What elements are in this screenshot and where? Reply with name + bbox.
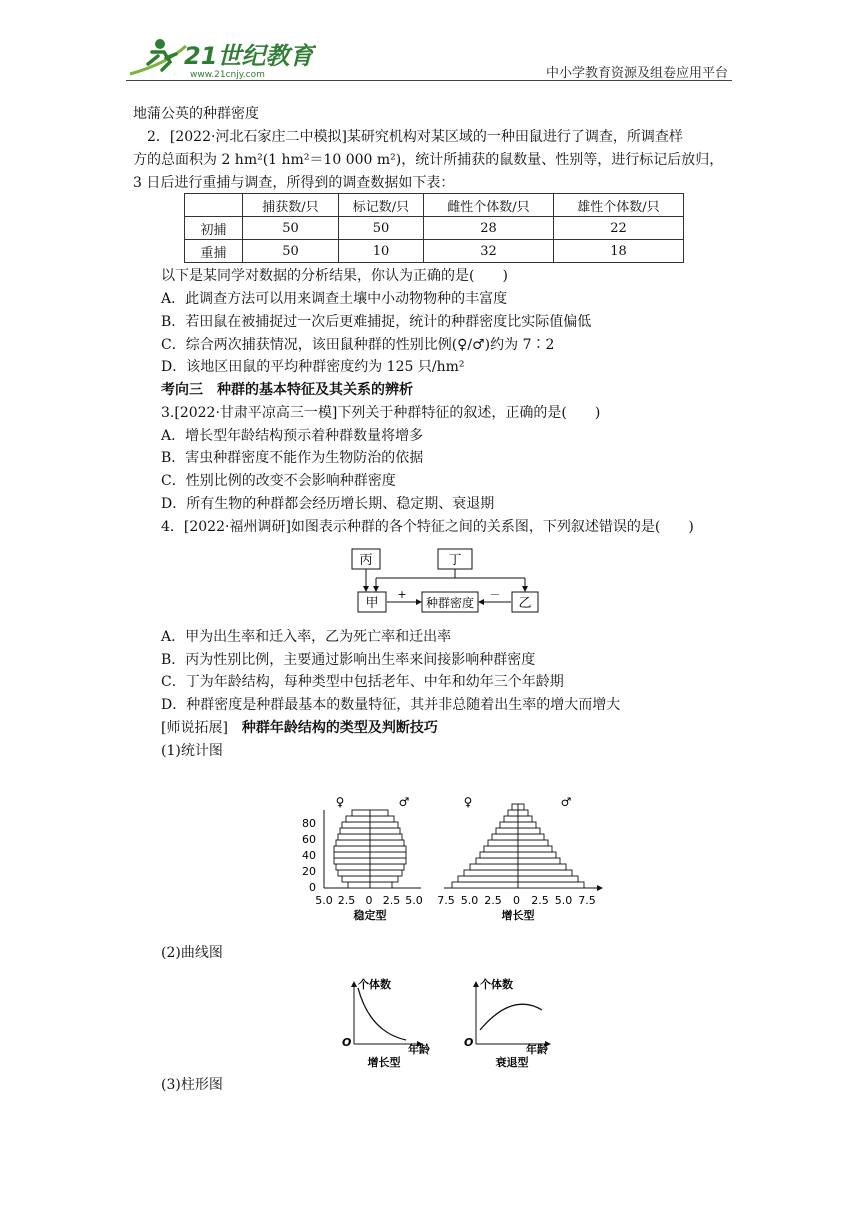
label-jia: 甲	[365, 596, 379, 611]
y-tick-labels	[302, 817, 316, 894]
x-label: 年龄	[526, 1043, 548, 1056]
pyramid-bar	[334, 852, 370, 858]
pyramid-bar	[518, 816, 532, 822]
pyramid-bar	[370, 870, 402, 876]
x-tick-label: 2.5	[382, 894, 401, 907]
pyramid-bar	[470, 864, 518, 870]
x-label: 年龄	[408, 1043, 430, 1056]
option-a: A．甲为出生率和迁入率，乙为死亡率和迁出率	[161, 629, 452, 645]
pyramid-bar	[518, 876, 578, 882]
extension-heading	[161, 719, 438, 737]
stable-caption: 稳定型	[353, 909, 387, 922]
pyramid-bar	[336, 840, 370, 846]
option-d: D．所有生物的种群都会经历增长期、稳定期、衰退期	[161, 496, 495, 512]
pyramid-bar	[370, 840, 404, 846]
table-cell: 28	[424, 217, 554, 240]
table-cell: 50	[339, 217, 424, 240]
y-tick-label: 20	[302, 865, 316, 878]
pyramid-bar	[518, 846, 552, 852]
table-cell: 初捕	[185, 217, 243, 240]
extension-tag: [师说拓展]	[161, 720, 228, 736]
section-heading: 考向三 种群的基本特征及其关系的辨析	[161, 382, 413, 398]
site-logo	[126, 34, 316, 80]
pyramid-bar	[480, 852, 518, 858]
table-cell: 10	[339, 240, 424, 263]
pyramid-bar	[452, 882, 518, 888]
pyramid-bar	[334, 858, 370, 864]
pyramid-bar	[370, 852, 406, 858]
table-cell: 50	[243, 240, 339, 263]
stable-pyramid-bars	[334, 810, 406, 888]
option-c: C．综合两次捕获情况，该田鼠种群的性别比例(♀/♂)约为 7∶2	[161, 337, 555, 353]
logo-text: 21世纪教育	[184, 42, 314, 70]
label-bing: 丙	[359, 553, 373, 568]
subsection-label: (1)统计图	[161, 743, 223, 759]
pyramid-bar	[458, 876, 518, 882]
option-d: D．该地区田鼠的平均种群密度约为 125 只/hm²	[161, 359, 465, 375]
pyramid-bar	[338, 834, 370, 840]
table-cell: 18	[554, 240, 684, 263]
pyramid-bar	[518, 852, 556, 858]
label-ding: 丁	[448, 553, 462, 568]
x-tick-label: 5.0	[460, 894, 479, 907]
table-header-cell	[185, 194, 243, 217]
age-pyramid-figure	[296, 790, 616, 930]
header-rule	[126, 80, 732, 81]
extension-title: 种群年龄结构的类型及判断技巧	[227, 720, 438, 736]
y-label: 个体数	[480, 978, 513, 991]
pyramid-bar	[370, 876, 398, 882]
text-line: 地蒲公英的种群密度	[133, 106, 259, 122]
table-header-cell: 雄性个体数/只	[554, 194, 684, 217]
pyramid-bar	[518, 804, 524, 810]
option-b: B．害虫种群密度不能作为生物防治的依据	[161, 450, 424, 466]
growth-pyramid-bars	[452, 804, 584, 888]
male-symbol: ♂	[560, 795, 572, 809]
subsection-label: (3)柱形图	[161, 1077, 223, 1093]
pyramid-bar	[518, 858, 560, 864]
table-row	[185, 217, 684, 240]
option-c: C．丁为年龄结构，每种类型中包括老年、中年和幼年三个年龄期	[161, 674, 564, 690]
x-tick-label: 0	[365, 894, 373, 907]
x-tick-label: 2.5	[337, 894, 356, 907]
pyramid-bar	[484, 846, 518, 852]
pyramid-bar	[464, 870, 518, 876]
growth-caption: 增长型	[501, 909, 535, 922]
pyramid-bar	[348, 882, 370, 888]
logo-url: www.21cnjy.com	[190, 70, 265, 80]
pyramid-bar	[512, 804, 518, 810]
pyramid-bar	[370, 816, 394, 822]
x-tick-label: 5.0	[554, 894, 573, 907]
age-curve-figure	[336, 974, 556, 1070]
x-tick-label: 5.0	[315, 894, 333, 907]
pyramid-bar	[500, 822, 518, 828]
pyramid-bar	[508, 810, 518, 816]
plus-sign: +	[397, 588, 407, 601]
pyramid-bar	[370, 828, 400, 834]
question-4: 4．[2022·福州调研]如图表示种群的各个特征之间的关系图，下列叙述错误的是( )	[161, 519, 694, 535]
pyramid-bar	[518, 864, 566, 870]
pyramid-bar	[334, 846, 370, 852]
label-yi: 乙	[518, 596, 532, 611]
decline-curve	[480, 1004, 542, 1030]
option-b: B．若田鼠在被捕捉过一次后更难捕捉，统计的种群密度比实际值偏低	[161, 314, 592, 330]
table-row	[185, 240, 684, 263]
question-2: 2．[2022·河北石家庄二中模拟]某研究机构对某区域的一种田鼠进行了调查，所调查样	[147, 129, 683, 145]
origin-label: O	[342, 1036, 352, 1049]
pyramid-bar	[370, 858, 406, 864]
pyramid-bar	[518, 834, 544, 840]
pyramid-bar	[518, 828, 540, 834]
x-tick-label: 7.5	[437, 894, 455, 907]
pyramid-bar	[370, 834, 402, 840]
pyramid-bar	[496, 828, 518, 834]
pyramid-bar	[488, 840, 518, 846]
minus-sign: －	[489, 588, 501, 601]
option-b: B．丙为性别比例，主要通过影响出生率来间接影响种群密度	[161, 652, 536, 668]
y-tick-label: 40	[302, 849, 316, 862]
population-relation-diagram	[340, 545, 550, 615]
pyramid-bar	[338, 870, 370, 876]
x-tick-label: 5.0	[405, 894, 423, 907]
y-label: 个体数	[358, 978, 391, 991]
option-c: C．性别比例的改变不会影响种群密度	[161, 473, 396, 489]
pyramid-bar	[370, 822, 398, 828]
pyramid-bar	[342, 876, 370, 882]
option-d: D．种群密度是种群最基本的数量特征，其并非总随着出生率的增大而增大	[161, 697, 621, 713]
pyramid-bar	[370, 864, 404, 870]
table-header-cell: 雌性个体数/只	[424, 194, 554, 217]
pyramid-bar	[342, 822, 370, 828]
pyramid-bar	[346, 816, 370, 822]
text-line: 方的总面积为 2 hm²(1 hm²＝10 000 m²)，统计所捕获的鼠数量、性别等，进行标记后放归，	[133, 152, 724, 168]
pyramid-bar	[336, 864, 370, 870]
female-symbol: ♀	[463, 795, 473, 809]
pyramid-bar	[370, 882, 392, 888]
option-a: A．增长型年龄结构预示着种群数量将增多	[161, 428, 424, 444]
pyramid-bar	[492, 834, 518, 840]
left-caption: 增长型	[367, 1056, 401, 1069]
growth-curve	[358, 988, 406, 1040]
x-tick-label: 2.5	[531, 894, 549, 907]
pyramid-bar	[518, 870, 572, 876]
origin-label: O	[464, 1036, 474, 1049]
page-header	[126, 34, 732, 80]
pyramid-bar	[370, 846, 406, 852]
y-tick-label: 60	[302, 833, 316, 846]
platform-name: 中小学教育资源及组卷应用平台	[545, 66, 728, 81]
table-header-cell: 捕获数/只	[243, 194, 339, 217]
table-header-row	[185, 194, 684, 217]
table-cell: 22	[554, 217, 684, 240]
pyramid-bar	[340, 828, 370, 834]
male-symbol: ♂	[398, 795, 410, 809]
table-cell: 32	[424, 240, 554, 263]
x-tick-label: 2.5	[484, 894, 502, 907]
table-header-cell: 标记数/只	[339, 194, 424, 217]
pyramid-bar	[504, 816, 518, 822]
table-cell: 重捕	[185, 240, 243, 263]
pyramid-bar	[352, 810, 370, 816]
question-3: 3.[2022·甘肃平凉高三一模]下列关于种群特征的叙述，正确的是( )	[161, 405, 601, 421]
right-caption: 衰退型	[495, 1056, 529, 1069]
subsection-label: (2)曲线图	[161, 945, 223, 961]
x-tick-label: 0	[513, 894, 520, 907]
x-tick-label: 7.5	[578, 894, 596, 907]
pyramid-bar	[518, 810, 528, 816]
y-tick-label: 0	[309, 881, 316, 894]
x-tick-labels	[315, 894, 596, 907]
label-density: 种群密度	[425, 596, 475, 610]
pyramid-bar	[518, 882, 584, 888]
pyramid-bar	[476, 858, 518, 864]
y-tick-label: 80	[302, 817, 316, 830]
text-line: 3 日后进行重捕与调查，所得到的调查数据如下表：	[133, 175, 455, 191]
pyramid-bar	[518, 822, 536, 828]
pyramid-bar	[370, 810, 388, 816]
question-prompt: 以下是某同学对数据的分析结果，你认为正确的是( )	[161, 268, 508, 284]
option-a: A．此调查方法可以用来调查土壤中小动物物种的丰富度	[161, 291, 508, 307]
table-cell: 50	[243, 217, 339, 240]
pyramid-bar	[518, 840, 548, 846]
female-symbol: ♀	[335, 795, 345, 809]
data-table	[184, 193, 684, 263]
